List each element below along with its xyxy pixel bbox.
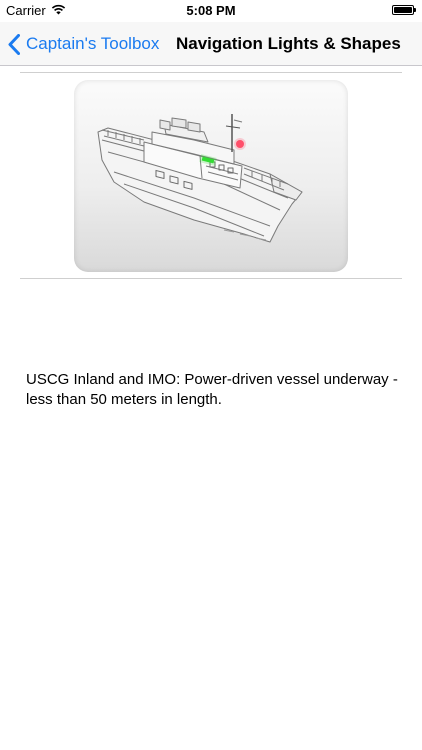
navigation-bar <box>0 22 422 66</box>
page-title: Navigation Lights & Shapes <box>176 34 401 53</box>
top-separator <box>20 72 402 73</box>
battery-icon <box>392 5 414 15</box>
status-bar <box>0 0 422 22</box>
bottom-separator <box>20 278 402 279</box>
back-button-label: Captain's Toolbox <box>26 34 160 53</box>
vessel-illustration <box>74 80 348 272</box>
vessel-description: USCG Inland and IMO: Power-driven vessel underway - less than 50 meters in length. <box>26 371 398 408</box>
chevron-left-icon <box>8 34 20 55</box>
back-button[interactable] <box>8 22 159 66</box>
status-time: 5:08 PM <box>186 3 236 18</box>
carrier-label: Carrier <box>6 3 46 18</box>
